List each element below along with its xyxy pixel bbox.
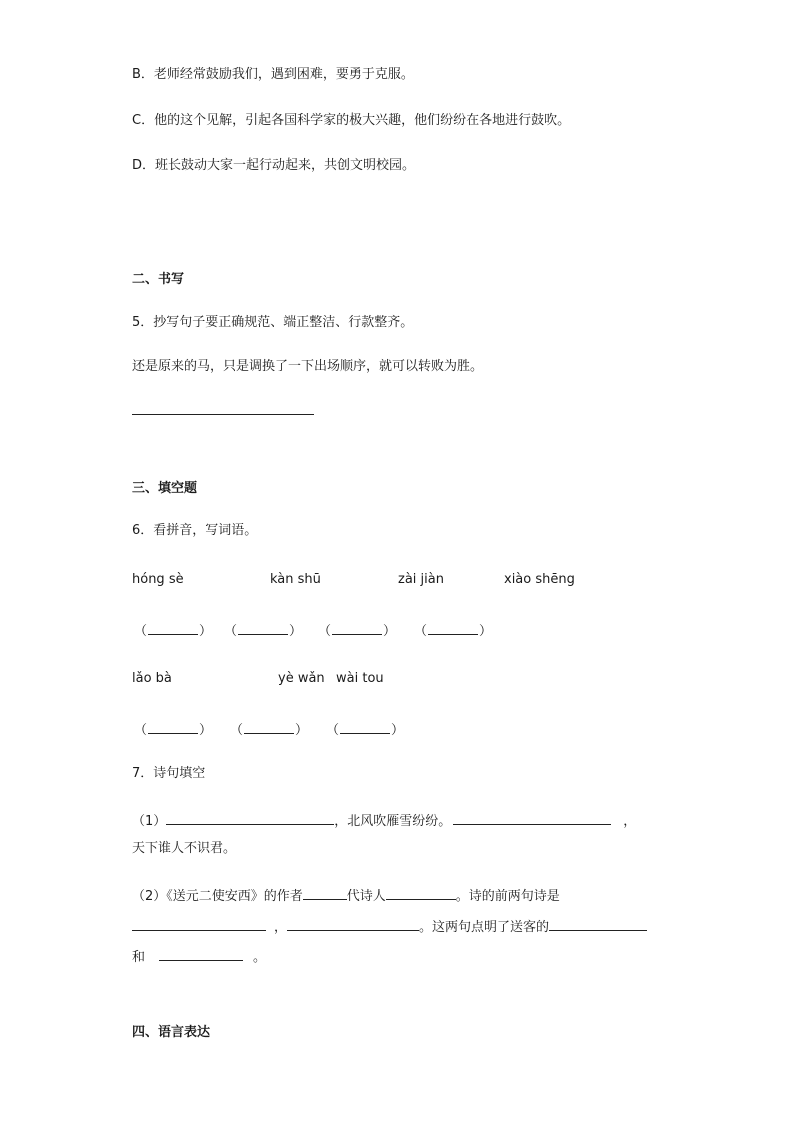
q7-2-line: （2）《送元二使安西》的作者 代诗人 。诗的前两句诗是 (132, 885, 560, 906)
section-3-heading: 三、填空题 (132, 481, 198, 496)
pinyin-7: wài tou (336, 671, 384, 686)
q7-2-verse-blank-2[interactable] (287, 916, 419, 931)
q7-2-verse-blank-1[interactable] (132, 916, 266, 931)
section-4-heading: 四、语言表达 (132, 1025, 211, 1040)
answer-blank[interactable]: （ ） (134, 620, 212, 641)
pinyin-3: zài jiàn (398, 572, 444, 587)
section-2-heading: 二、书写 (132, 272, 185, 287)
q7-2-dynasty-blank[interactable] (303, 885, 347, 900)
q7-1-blank-a[interactable] (166, 810, 334, 825)
answer-blank[interactable]: （ ） (318, 620, 396, 641)
answer-blank[interactable]: （ ） (224, 620, 302, 641)
q7-2-line-3: 和 。 (132, 946, 266, 967)
q7-2-poet-blank[interactable] (386, 885, 456, 900)
option-c: C．他的这个见解，引起各国科学家的极大兴趣，他们纷纷在各地进行鼓吹。 (132, 113, 571, 128)
q7-1-line: （1） ，北风吹雁雪纷纷。 ， (132, 810, 636, 831)
q6-prompt: 6．看拼音，写词语。 (132, 523, 258, 538)
q7-2-blank-3[interactable] (549, 916, 647, 931)
option-b: B．老师经常鼓励我们，遇到困难，要勇于克服。 (132, 67, 414, 82)
q7-1-end: 天下谁人不识君。 (132, 841, 237, 856)
answer-blank[interactable]: （ ） (230, 719, 308, 740)
pinyin-5: lǎo bà (132, 671, 172, 686)
q7-prompt: 7．诗句填空 (132, 766, 206, 781)
pinyin-1: hóng sè (132, 572, 184, 587)
answer-blank[interactable]: （ ） (414, 620, 492, 641)
answer-blank[interactable]: （ ） (326, 719, 404, 740)
q7-2-line-2: ， 。这两句点明了送客的 (132, 916, 647, 937)
q5-answer-line[interactable] (132, 400, 314, 421)
q7-1-blank-b[interactable] (453, 810, 611, 825)
q5-sentence: 还是原来的马，只是调换了一下出场顺序，就可以转败为胜。 (132, 359, 484, 374)
option-d: D．班长鼓动大家一起行动起来，共创文明校园。 (132, 158, 416, 173)
answer-blank[interactable]: （ ） (134, 719, 212, 740)
pinyin-6: yè wǎn (278, 671, 325, 686)
q7-2-blank-4[interactable] (159, 946, 243, 961)
pinyin-2: kàn shū (270, 572, 321, 587)
pinyin-4: xiào shēng (504, 572, 575, 587)
q5-prompt: 5．抄写句子要正确规范、端正整洁、行款整齐。 (132, 315, 414, 330)
